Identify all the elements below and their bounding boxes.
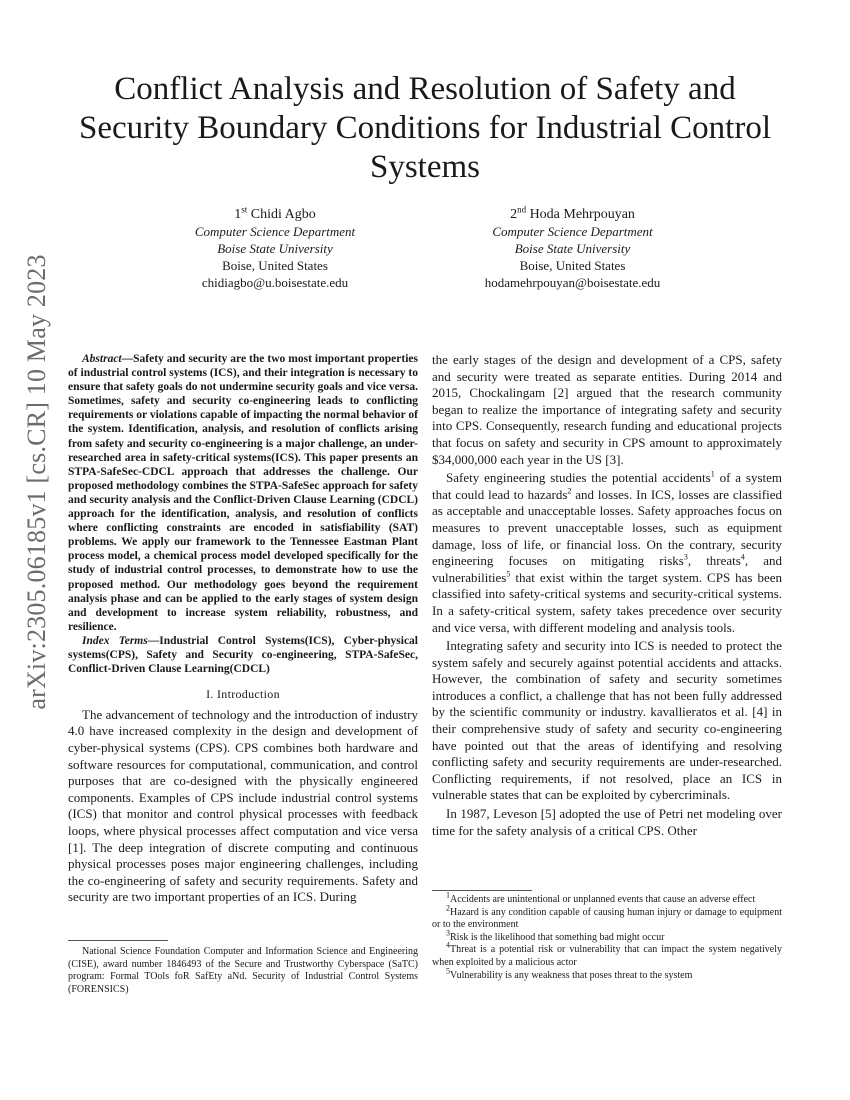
- footnote-text: Risk is the likelihood that something bad might occur: [450, 931, 665, 943]
- author-1-name: Chidi Agbo: [250, 207, 316, 222]
- footnote-5: [432, 966, 782, 983]
- abstract-label: Abstract: [82, 353, 122, 365]
- right-column: [432, 352, 782, 839]
- footnote-number: 5: [446, 966, 450, 976]
- footnotes: [432, 890, 782, 982]
- funding-note: [68, 946, 418, 996]
- footnote-3: [432, 928, 782, 945]
- footnote-number: 2: [446, 903, 450, 913]
- arxiv-watermark: [0, 0, 60, 1100]
- abstract: [68, 352, 418, 634]
- author-2-email: hodamehrpouyan@boisestate.edu: [484, 275, 661, 290]
- footnote-rule: [68, 940, 168, 941]
- author-2-dept: Computer Science Department: [492, 224, 653, 239]
- paragraph-continued: the early stages of the design and development of a CPS, safety and security were treated as separate entities. During 2014 and 2015, Chockalingam [2] argued that the research community began to realize the importance of integrating safety and security into CPS. Consequently, research funding and educational projects that focus on safety and security in CPS amount to approximately $34,000,000 each year in the US [3].: [432, 352, 782, 467]
- footnote-text: Threat is a potential risk or vulnerability that can impact the system negatively when exploited by a malicious actor: [432, 944, 782, 968]
- footnote-2: [432, 903, 782, 932]
- paragraph-leveson: In 1987, Leveson [5] adopted the use of Petri net modeling over time for the safety analysis of a critical CPS. Other: [432, 806, 782, 838]
- arxiv-id: arXiv:2305.06185v1 [cs.CR] 10 May 2023: [22, 254, 51, 710]
- author-1-ordinal: 1: [234, 207, 242, 222]
- footnote-text: Accidents are unintentional or unplanned events that cause an adverse effect: [450, 894, 756, 905]
- footnote-ref-4: 4: [740, 552, 745, 562]
- author-1-dept: Computer Science Department: [194, 224, 356, 239]
- footnote-text: Hazard is any condition capable of causing human injury or damage to equipment or to the environment: [432, 906, 782, 931]
- footnote-text: Vulnerability is any weakness that poses threat to the system: [450, 969, 693, 981]
- footnote-ref-5: 5: [506, 569, 511, 579]
- section-heading: I. Introduction: [206, 687, 280, 702]
- footnote-number: 4: [446, 941, 450, 951]
- author-1-location: Boise, United States: [222, 258, 328, 273]
- footnote-number: 1: [446, 890, 450, 900]
- author-1-ordinal-sup: st: [241, 204, 248, 215]
- text-span: Safety engineering studies the potential accidents: [446, 470, 711, 486]
- abstract-text: —Safety and security are the two most important properties of industrial control systems (ICS), and their integration is necessary to ensure that safety goals do not undermine security goals and vice versa. Sometimes, safety and security co-engineering leads to conflicting requirements or violations capable of impacting the normal behavior of the system. Identification, analysis, and resolution of conflicts arising from safety and security co-engineering is a major challenge, an under-researched area in safety-critical systems(ICS). This paper presents an STPA-SafeSec-CDCL approach that addresses the challenge. Our proposed methodology combines the STPA-SafeSec approach for safety and security analysis and the Conflict-Driven Clause Learning (CDCL) approach for the identification, analysis, and resolution of conflicts where conflicting constraints are encoded in satisfiability (SAT) problems. We apply our framework to the Tennessee Eastman Plant process model, a chemical process model developed specifically for the study of industrial control processes, to demonstrate how to use the proposed method. Our methodology goes beyond the requirement analysis phase and can be applied to the early stages of system design and development to increase system reliability, robustness, and resilience.: [68, 353, 418, 633]
- intro-paragraph: The advancement of technology and the introduction of industry 4.0 have increased complexity in the design and development of cyber-physical systems (CPS). CPS combines both hardware and software resources for computational, communication, and control purposes that are co-designed with the physically engineered components. Examples of CPS include industrial control systems (ICS) that monitor and control physical processes with feedback loops, where physical processes affect computation and vice versa [1]. The deep integration of discrete computing and continuous physical processes poses major engineering challenges, including the co-engineering of safety and security requirements. Safety and security are two important properties of an ICS. During: [68, 706, 418, 905]
- author-1-email: chidiagbo@u.boisestate.edu: [201, 275, 349, 290]
- author-2-name: Hoda Mehrpouyan: [529, 207, 635, 222]
- index-terms-text: —Industrial Control Systems(ICS), Cyber-physical systems(CPS), Safety and Security co-engineering, STPA-SafeSec, Conflict-Driven Clause Learning(CDCL): [68, 634, 418, 676]
- paper-title: Conflict Analysis and Resolution of Safety and Security Boundary Conditions for Industrial Control Systems: [78, 71, 772, 185]
- author-2-ordinal-sup: nd: [517, 204, 527, 215]
- text-span: , threats: [687, 553, 741, 569]
- text-span: of a system that could lead to hazards: [432, 470, 783, 502]
- author-2-location: Boise, United States: [519, 258, 626, 273]
- funding-note-text: National Science Foundation Computer and Information Science and Engineering (CISE), award number 1846493 of the Secure and Trustworthy Cyberspace (SaTC) program: Formal TOols foR SafEty aNd. Security of Industrial Control Systems (FORENSICS): [68, 946, 418, 995]
- footnote-1: [432, 890, 782, 907]
- author-1-univ: Boise State University: [217, 241, 333, 256]
- text-span: and losses. In ICS, losses are classified as acceptable and unacceptable losses. Safety approaches focus on measures to prevent unacceptable losses, such as equipment damage, loss of life, or financial loss. On the contrary, security engineering focuses on mitigating risks: [432, 486, 782, 569]
- author-2: [450, 206, 695, 291]
- author-2-univ: Boise State University: [514, 241, 631, 256]
- text-span: that exist within the target system. CPS has been classified into safety-critical systems and security-critical systems. In a safety-critical system, safety takes precedence over security and vice versa, with different modeling and analysis tools.: [432, 569, 782, 635]
- paragraph-safety: [432, 470, 782, 636]
- author-1: [160, 206, 390, 291]
- footnote-4: [432, 941, 782, 969]
- footnote-number: 3: [446, 928, 450, 938]
- index-terms-label: Index Terms: [82, 634, 148, 647]
- footnote-ref-1: 1: [710, 469, 715, 479]
- index-terms: [68, 634, 418, 676]
- left-column: [68, 352, 418, 906]
- footnote-ref-3: 3: [683, 552, 688, 562]
- author-2-ordinal: 2: [510, 207, 518, 222]
- text-span: , and vulnerabilities: [432, 553, 782, 585]
- footnote-ref-2: 2: [567, 486, 572, 496]
- paragraph-integration: Integrating safety and security into ICS is needed to protect the system safely and securely against potential accidents and attacks. However, the combination of safety and security sometimes introduces a conflict, a challenge that has not been fully addressed by the scientific community or industry. kavallieratos et al. [4] in their comprehensive study of safety and security co-engineering have pointed out that the areas of identifying and resolving conflicting safety and security requirements are under-researched. Conflicting requirements, if not resolved, place an ICS in vulnerable states that can be exploited by cybercriminals.: [432, 638, 782, 803]
